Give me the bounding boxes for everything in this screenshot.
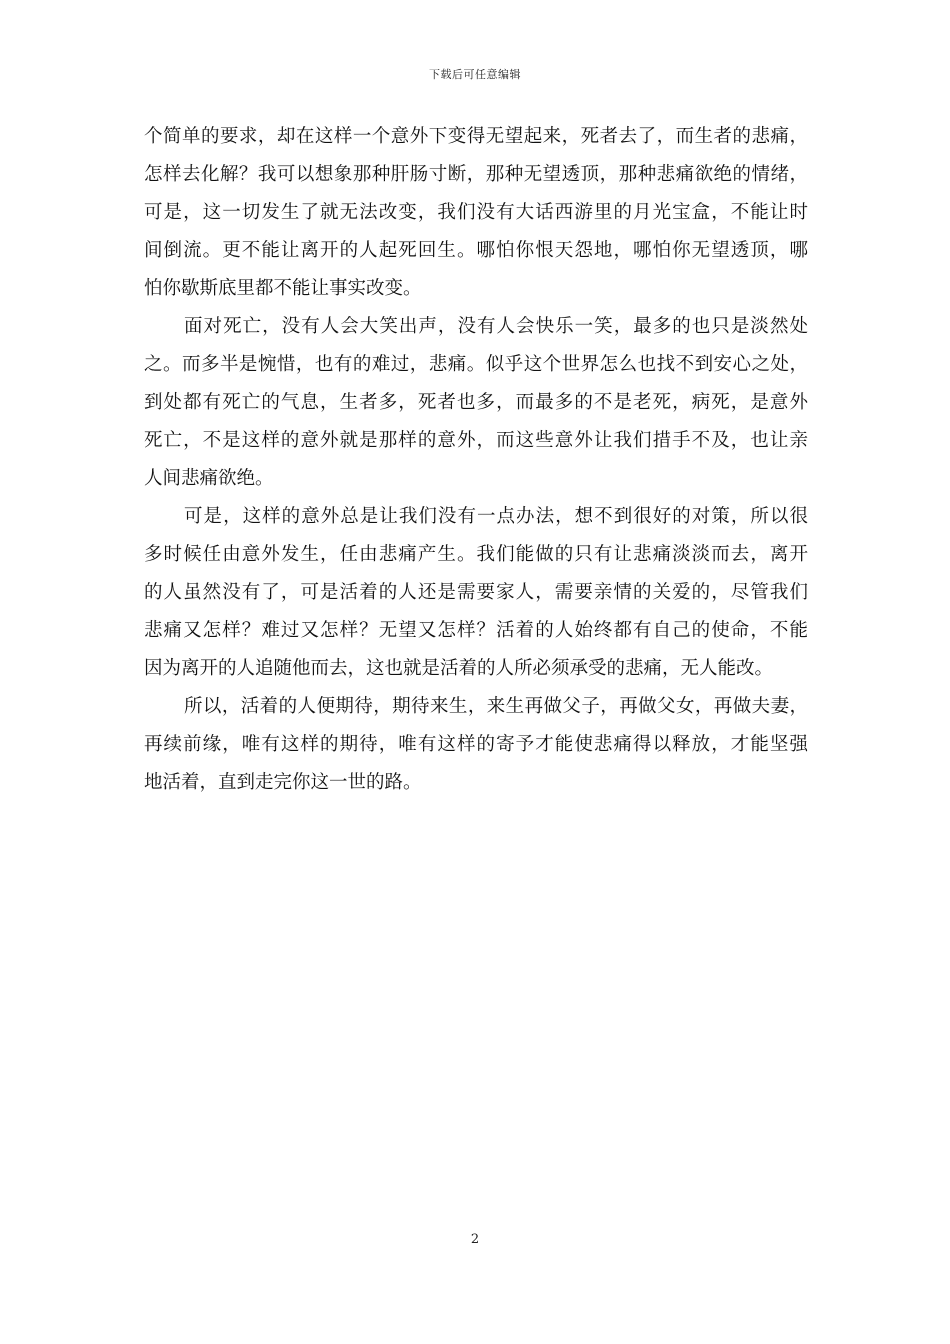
text-line: 所以，活着的人便期待，期待来生，来生再做父子，再做父女，再做夫妻， bbox=[184, 696, 808, 717]
document-body bbox=[144, 118, 808, 802]
text-line: 面对死亡，没有人会大笑出声，没有人会快乐一笑，最多的也只是淡然处 bbox=[184, 316, 808, 337]
text-line: 可是，这样的意外总是让我们没有一点办法，想不到很好的对策，所以很 bbox=[184, 506, 808, 527]
text-line: 多时候任由意外发生，任由悲痛产生。我们能做的只有让悲痛淡淡而去，离开 bbox=[144, 544, 808, 565]
text-line: 间倒流。更不能让离开的人起死回生。哪怕你恨天怨地，哪怕你无望透顶，哪 bbox=[144, 240, 808, 261]
text-line: 因为离开的人追随他而去，这也就是活着的人所必须承受的悲痛，无人能改。 bbox=[144, 658, 774, 679]
paragraph bbox=[144, 498, 808, 688]
page-number: 2 bbox=[470, 1232, 480, 1247]
text-line: 人间悲痛欲绝。 bbox=[144, 468, 274, 489]
text-line: 到处都有死亡的气息，生者多，死者也多，而最多的不是老死，病死，是意外 bbox=[144, 392, 808, 413]
text-line: 怎样去化解？我可以想象那种肝肠寸断，那种无望透顶，那种悲痛欲绝的情绪， bbox=[144, 164, 808, 185]
text-line: 悲痛又怎样？难过又怎样？无望又怎样？活着的人始终都有自己的使命，不能 bbox=[144, 620, 808, 641]
text-line: 再续前缘，唯有这样的期待，唯有这样的寄予才能使悲痛得以释放，才能坚强 bbox=[144, 734, 808, 755]
text-line: 可是，这一切发生了就无法改变，我们没有大话西游里的月光宝盒，不能让时 bbox=[144, 202, 808, 223]
text-line: 地活着，直到走完你这一世的路。 bbox=[144, 772, 422, 793]
text-line: 死亡，不是这样的意外就是那样的意外，而这些意外让我们措手不及，也让亲 bbox=[144, 430, 808, 451]
text-line: 个简单的要求，却在这样一个意外下变得无望起来，死者去了，而生者的悲痛， bbox=[144, 126, 808, 147]
text-line: 怕你歇斯底里都不能让事实改变。 bbox=[144, 278, 422, 299]
text-line: 的人虽然没有了，可是活着的人还是需要家人，需要亲情的关爱的，尽管我们 bbox=[144, 582, 808, 603]
paragraph bbox=[144, 308, 808, 498]
page-header: 下载后可任意编辑 bbox=[429, 68, 521, 81]
paragraph bbox=[144, 118, 808, 308]
paragraph bbox=[144, 688, 808, 802]
text-line: 之。而多半是惋惜，也有的难过，悲痛。似乎这个世界怎么也找不到安心之处， bbox=[144, 354, 808, 375]
